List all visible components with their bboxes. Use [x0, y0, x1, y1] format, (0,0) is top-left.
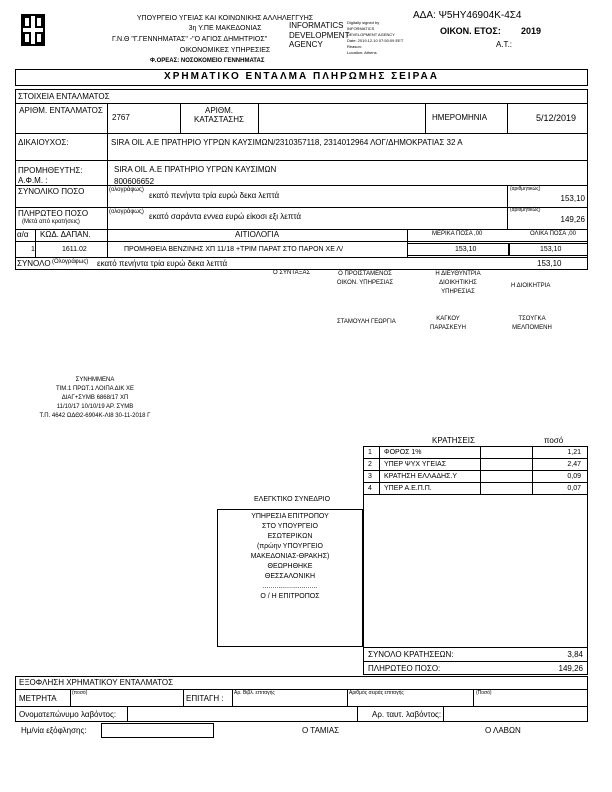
- region-name: 3η Υ.ΠΕ ΜΑΚΕΔΟΝΙΑΣ: [188, 25, 262, 32]
- supplier-value: SIRA OIL Α.Ε ΠΡΑΤΗΡΙΟ ΥΓΡΩΝ ΚΑΥΣΙΜΩΝ: [114, 165, 277, 174]
- receiver-id-label: Αρ. ταυτ. λαβόντος:: [372, 710, 442, 719]
- audit-title: ΕΛΕΓΚΤΙΚΟ ΣΥΝΕΔΡΙΟ: [253, 496, 331, 503]
- deduction-no: 3: [368, 473, 372, 480]
- signature-composer: Ο ΣΥΝΤΑΞΑΣ: [273, 270, 311, 276]
- deduction-name: ΦΟΡΟΣ 1%: [384, 449, 422, 456]
- stamp-line: Date: 2019.12.10 07:50:09 EET: [347, 38, 404, 43]
- attachment-line: Τ.Π. 4642 ΩΔΘ2-6904Κ-ΛΙ8 30-11-2018 Γ: [39, 413, 151, 419]
- divider: [107, 133, 108, 160]
- department-name: ΟΙΚΟΝΟΜΙΚΕΣ ΥΠΗΡΕΣΙΕΣ: [179, 47, 271, 54]
- audit-line: ΣΤΟ ΥΠΟΥΡΓΕΙΟ: [262, 523, 318, 530]
- stamp-line: Digitally signed by: [347, 20, 380, 25]
- settlement-date-label: Ημ/νία εξόφλησης:: [21, 726, 87, 735]
- beneficiary-value: SIRA OIL Α.Ε ΠΡΑΤΗΡΙΟ ΥΓΡΩΝ ΚΑΥΣΙΜΩΝ/2310357118, 2314012964 ΛΟΓ/ΔΗΜΟΚΡΑΤΙΑΣ 32 Α: [111, 138, 463, 147]
- divider: [473, 689, 474, 706]
- deduction-name: ΥΠΕΡ Α.Ε.Π.Π.: [384, 485, 432, 492]
- deduction-name: ΚΡΑΤΗΣΗ ΕΛΛΑΔΗΣ.Υ: [384, 473, 457, 480]
- divider: [107, 185, 108, 207]
- cash-sub: (ποσό): [72, 690, 88, 696]
- final-payable: 149,26: [558, 664, 583, 673]
- receiver-label: Ο ΛΑΒΩΝ: [485, 726, 521, 735]
- divider: [183, 689, 184, 706]
- audit-line: ΜΑΚΕΔΟΝΙΑΣ-ΘΡΑΚΗΣ): [250, 553, 330, 560]
- divider: [15, 207, 588, 208]
- signature-administrator: Η ΔΙΟΙΚΗΤΡΙΑ: [511, 283, 551, 289]
- settlement-date-field: [101, 723, 214, 738]
- digits-label: (αριθμητικώς): [510, 207, 541, 213]
- words-label: (ολογράφως): [109, 187, 144, 193]
- attachment-line: 11/10/17 10/10/19 ΑΡ. ΣΥΜΒ: [56, 404, 134, 410]
- signer-name-2: [418, 315, 478, 333]
- final-payable-label: ΠΛΗΡΩΤΕΟ ΠΟΣΟ:: [368, 664, 441, 673]
- divider: [15, 160, 588, 161]
- hospital-name: Γ.Ν.Θ "Γ.ΓΕΝΝΗΜΑΤΑΣ" -"Ο ΑΓΙΟΣ ΔΗΜΗΤΡΙΟΣ": [112, 36, 268, 43]
- audit-line: (πρώην ΥΠΟΥΡΓΕΙΟ: [256, 543, 323, 550]
- attachment-line: ΔΙΑΓ+ΣΥΜΒ 6868/17 ΧΠ: [61, 395, 129, 401]
- divider: [357, 706, 358, 722]
- signature-director-line1: Η ΔΙΕΥΘΥΝΤΡΙΑ: [435, 271, 481, 277]
- deductions-frame: [363, 446, 588, 675]
- audit-text: [221, 512, 359, 602]
- receiver-name-label: Ονοματεπώνυμο λαβόντος:: [19, 710, 117, 719]
- cheque-label: ΕΠΙΤΑΓΗ :: [186, 694, 224, 703]
- stamp-line: Reason:: [347, 44, 362, 49]
- afm-value: 800606652: [114, 177, 155, 186]
- divider: [70, 689, 71, 706]
- payable-amount-label: ΠΛΗΡΩΤΕΟ ΠΟΣΟ: [18, 209, 89, 218]
- divider: [347, 689, 348, 706]
- col-aa: α/α: [17, 230, 29, 239]
- divider: [507, 103, 508, 133]
- signer-name-2-line1: ΚΑΓΚΟΥ: [436, 316, 460, 322]
- audit-line: ΘΕΣΣΑΛΟΝΙΚΗ: [264, 573, 316, 580]
- deductions-title: ΚΡΑΤΗΣΕΙΣ: [432, 436, 475, 445]
- logo-cross: [21, 14, 45, 46]
- divider: [107, 207, 108, 229]
- divider: [15, 103, 588, 104]
- order-number: 2767: [112, 113, 130, 122]
- line-code: 1611.02: [62, 246, 87, 253]
- divider: [425, 103, 426, 133]
- divider: [363, 470, 588, 471]
- cheque-serial-label: Αριθμός σειράς επιταγής: [349, 690, 404, 696]
- total-amount-digits: 153,10: [560, 194, 585, 203]
- supplier-label: ΠΡΟΜΗΘΕΥΤΗΣ:: [18, 166, 83, 175]
- signature-director: [418, 270, 498, 297]
- deductions-amount-label: ποσό: [544, 436, 564, 445]
- divider: [35, 229, 36, 257]
- signature-head-line2: ΟΙΚΟΝ. ΥΠΗΡΕΣΙΑΣ: [336, 280, 394, 286]
- signature-head-line1: Ο ΠΡΟΙΣΤΑΜΕΝΟΣ: [338, 271, 392, 277]
- deductions-total-label: ΣΥΝΟΛΟ ΚΡΑΤΗΣΕΩΝ:: [368, 650, 454, 659]
- divider: [363, 458, 588, 459]
- divider: [258, 103, 259, 133]
- signature-head: [325, 270, 405, 288]
- line-partial: 153,10: [455, 246, 477, 253]
- audit-line: ΕΣΩΤΕΡΙΚΩΝ: [267, 533, 313, 540]
- line-reason: ΠΡΟΜΗΘΕΙΑ ΒΕΝΖΙΝΗΣ ΧΠ 11/18 +ΤΡΙΜ ΠΑΡΑΤ ΣΤΟ ΠΑΡΟΝ ΧΕ Λ/: [124, 246, 344, 253]
- stamp-line: DEVELOPMENT AGENCY: [347, 32, 395, 37]
- signature-development: DEVELOPMENT: [289, 31, 350, 40]
- divider: [107, 160, 108, 185]
- sum-words: εκατό πενήντα τρία ευρώ δεκα λεπτά: [97, 259, 228, 268]
- divider: [363, 482, 588, 483]
- fiscal-year-label: ΟΙΚΟΝ. ΕΤΟΣ:: [440, 26, 501, 36]
- signer-name-3-line1: ΤΣΟΥΓΚΑ: [518, 316, 546, 322]
- sum-label: ΣΥΝΟΛΟ: [17, 259, 51, 268]
- col-total: ΟΛΙΚΑ ΠΟΣΑ ,00: [530, 231, 576, 237]
- signer-name-3-line2: ΜΕΛΠΟΜΕΝΗ: [512, 325, 552, 331]
- deduction-no: 4: [368, 485, 372, 492]
- divider: [15, 706, 588, 707]
- payable-sub-label: (Μετά από κρατήσεις): [22, 219, 80, 225]
- col-reason: ΑΙΤΙΟΛΟΓΙΑ: [234, 230, 280, 239]
- digits-label: (αριθμητικώς): [510, 186, 541, 192]
- digital-signature-stamp: [347, 20, 403, 56]
- cheque-amount-label: (Ποσό): [476, 690, 492, 696]
- words-label: (ολογράφως): [109, 209, 144, 215]
- cash-label: ΜΕΤΡΗΤΑ: [19, 694, 57, 703]
- deduction-amount: 2,47: [567, 461, 581, 468]
- signer-name-1: ΣΤΑΜΟΥΛΗ ΓΕΩΡΓΙΑ: [337, 319, 396, 325]
- total-amount-words: εκατό πενήντα τρία ευρώ δεκα λεπτά: [149, 191, 280, 200]
- stamp-line: Location: Athens: [347, 50, 377, 55]
- signature-agency: AGENCY: [289, 40, 323, 49]
- divider: [15, 689, 588, 690]
- signer-name-2-line2: ΠΑΡΑΣΚΕΥΗ: [430, 325, 466, 331]
- divider: [107, 103, 108, 133]
- statement-number-label: ΑΡΙΘΜ. ΚΑΤΑΣΤΑΣΗΣ: [194, 106, 244, 124]
- deduction-name: ΥΠΕΡ ΨΥΧ ΥΓΕΙΑΣ: [384, 461, 447, 468]
- line-total: 153,10: [540, 246, 562, 253]
- stamp-line: INFORMATICS: [347, 26, 375, 31]
- order-section-title: ΣΤΟΙΧΕΙΑ ΕΝΤΑΛΜΑΤΟΣ: [18, 92, 110, 101]
- divider: [363, 661, 588, 662]
- beneficiary-label: ΔΙΚΑΙΟΥΧΟΣ:: [18, 138, 69, 147]
- col-code: ΚΩΔ. ΔΑΠΑΝ.: [40, 230, 91, 239]
- signature-director-line3: ΥΠΗΡΕΣΙΑΣ: [441, 289, 475, 295]
- signature-informatics: INFORMATICS: [289, 21, 344, 30]
- divider: [443, 706, 444, 722]
- attachments-block: [20, 376, 170, 421]
- deduction-amount: 0,07: [567, 485, 581, 492]
- audit-line: ΥΠΗΡΕΣΙΑ ΕΠΙΤΡΟΠΟΥ: [251, 513, 329, 520]
- ministry-name: ΥΠΟΥΡΓΕΙΟ ΥΓΕΙΑΣ ΚΑΙ ΚΟΙΝΩΝΙΚΗΣ ΑΛΛΗΛΕΓΓΥΗΣ: [136, 15, 314, 22]
- divider: [15, 185, 588, 186]
- divider: [232, 689, 233, 706]
- cheque-book-label: Αρ. Βιβλ. επιταγής: [234, 690, 275, 696]
- divider: [127, 706, 128, 722]
- deduction-amount: 1,21: [567, 449, 581, 456]
- deduction-amount: 0,09: [567, 473, 581, 480]
- divider: [363, 494, 588, 495]
- divider: [15, 257, 588, 258]
- fiscal-year: 2019: [521, 26, 542, 36]
- audit-line: Ο / Η ΕΠΙΤΡΟΠΟΣ: [260, 593, 320, 600]
- body-name: Φ.ΟΡΕΑΣ: ΝΟΣΟΚΟΜΕΙΟ ΓΕΝΝΗΜΑΤΑΣ: [150, 58, 265, 64]
- audit-line: ΘΕΩΡΗΘΗΚΕ: [267, 563, 313, 570]
- at-label: Α.Τ.:: [496, 40, 513, 49]
- divider: [363, 647, 588, 648]
- deductions-total: 3,84: [567, 650, 583, 659]
- audit-line: ............................: [262, 583, 318, 590]
- divider: [15, 241, 588, 242]
- date-label: ΗΜΕΡΟΜΗΝΙΑ: [432, 113, 488, 122]
- sum-words-label: (Ολογράφως): [52, 259, 89, 265]
- page-title: ΧΡΗΜΑΤΙΚΟ ΕΝΤΑΛΜΑ ΠΛΗΡΩΜΗΣ ΣΕΙΡΑΑ: [164, 71, 439, 82]
- signer-name-3: [497, 315, 567, 333]
- order-date: 5/12/2019: [536, 113, 577, 123]
- settlement-title: ΕΞΟΦΛΗΣΗ ΧΡΗΜΑΤΙΚΟΥ ΕΝΤΑΛΜΑΤΟΣ: [19, 678, 174, 687]
- deduction-no: 1: [368, 449, 372, 456]
- afm-label: Α.Φ.Μ. :: [18, 176, 48, 185]
- attachment-line: ΤΙΜ.1 ΠΡΩΤ.1 ΛΟΙΠΑ ΔΙΚ ΧΕ: [55, 386, 135, 392]
- order-number-label: ΑΡΙΘΜ. ΕΝΤΑΛΜΑΤΟΣ: [19, 106, 103, 115]
- total-amount-label: ΣΥΝΟΛΙΚΟ ΠΟΣΟ: [18, 187, 85, 196]
- divider: [15, 133, 588, 134]
- ada-code: ΑΔΑ: Ψ5ΗΥ46904Κ-4Σ4: [413, 10, 522, 21]
- signature-director-line2: ΔΙΟΙΚΗΤΙΚΗΣ: [439, 280, 477, 286]
- line-aa: 1: [31, 246, 35, 253]
- attachments-title: ΣΥΝΗΜΜΕΝΑ: [75, 377, 115, 383]
- cashier-label: Ο ΤΑΜΙΑΣ: [302, 726, 340, 735]
- deduction-no: 2: [368, 461, 372, 468]
- payable-amount-words: εκατό σαράντα εννεα ευρώ είκοσι εξι λεπτά: [149, 212, 302, 221]
- sum-amount: 153,10: [537, 259, 562, 268]
- payable-amount-digits: 149,26: [560, 215, 585, 224]
- col-partial: ΜΕΡΙΚΑ ΠΟΣΑ ,00: [432, 231, 483, 237]
